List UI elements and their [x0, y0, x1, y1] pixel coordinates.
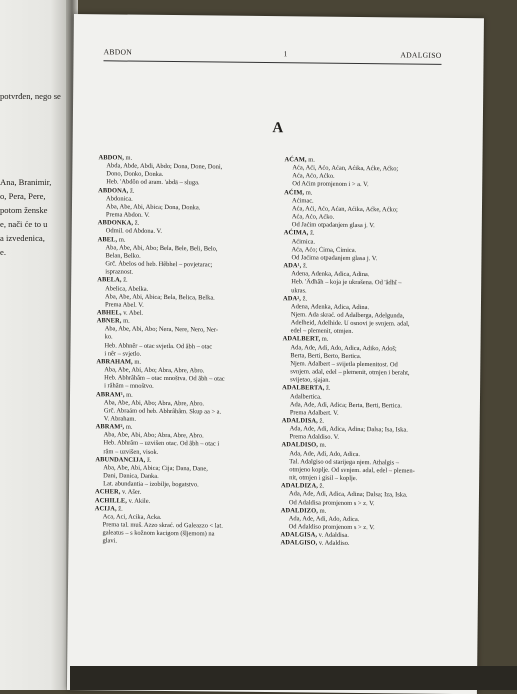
entry-headword: ACHILLE,	[94, 496, 128, 505]
dictionary-entry	[282, 385, 458, 419]
entry-headword: ABRAM²,	[95, 423, 125, 431]
dictionary-entry	[97, 236, 273, 279]
entry-line: Grč. Ábelos od heb. Hêbhel – povjetarac;	[105, 260, 213, 269]
entry-line: otmjeno koplje. Od svnjem. adal, edel – plemen-	[289, 466, 415, 475]
dictionary-entry	[281, 507, 457, 533]
entry-headword: AĆIM,	[284, 188, 305, 197]
left-page-fragment: potvrđen, nego se	[0, 91, 61, 101]
entry-grammar: ž.	[300, 295, 308, 303]
entry-grammar: m.	[320, 336, 329, 344]
entry-line: Od Jaćima otpadanjem glasa j. V.	[291, 254, 378, 263]
entry-line: Adena, Adenka, Adica, Adina.	[290, 303, 370, 311]
entry-headword: ACHER,	[94, 488, 121, 496]
entry-line: Prema Abel. V.	[104, 301, 144, 309]
entry-line: Od Adaldisa promjenom s > z. V.	[288, 498, 375, 507]
entry-headword: ADALDIZA,	[281, 482, 318, 490]
entry-headword: ABRAHAM,	[96, 358, 133, 366]
dictionary-entry	[96, 358, 272, 392]
entry-line: svnjem. adal, edel – plemenit, otmjen i beraht,	[290, 368, 410, 377]
dictionary-entry	[283, 230, 459, 264]
entry-grammar: m.	[317, 507, 327, 515]
entry-line: edel – plemenit, otmjen.	[290, 327, 354, 336]
entry-line: Prema Adalbert. V.	[289, 409, 339, 417]
entry-headword: ABHEL,	[96, 309, 122, 317]
entry-line: Aba, Abe, Abi, Abo; Abra, Abre, Abro.	[103, 399, 205, 408]
dictionary-entry	[98, 220, 274, 238]
entry-headword: ABUNDANCIJA,	[95, 456, 146, 464]
entry-line: Njem. Ada skrać. od Adalberga, Adelgunda,	[290, 311, 405, 320]
dictionary-entry	[98, 187, 274, 221]
entry-line: Aba, Abe, Abi, Abo; Bela, Bele, Beli, Belo,	[105, 244, 218, 253]
entry-line: Dono, Donko, Donka.	[106, 170, 164, 179]
entry-line: ispraznost.	[105, 268, 134, 276]
dictionary-entry	[283, 295, 459, 338]
running-head-right: ADALGISO	[400, 50, 442, 60]
entry-line: Ada, Ade, Adi, Ado, Adica.	[288, 515, 360, 523]
entry-line: Ada, Ade, Adi, Adica, Adina; Dalsa; Iza, Iska.	[288, 490, 408, 499]
right-column	[280, 156, 460, 549]
entry-line: Heb. Abhrâhâm – otac mnoštva. Od âbh – otac	[104, 374, 225, 383]
entry-line: Adena, Adenka, Adica, Adina.	[291, 270, 370, 279]
entry-line: Aća, Aći, Aćo, Aćan, Aćika, Aćke, Aćko;	[292, 164, 399, 173]
entry-grammar: m.	[304, 189, 313, 197]
entry-line: galeatus – s kožnom kacigom (šljemom) na	[102, 529, 215, 538]
page-number: 1	[283, 49, 288, 59]
running-head-left: ABDON	[103, 47, 133, 57]
entry-grammar: m.	[124, 423, 133, 431]
entry-line: Aba, Abe, Abi, Abica; Bela, Belica, Belka.	[105, 292, 215, 302]
entry-grammar: m.	[306, 156, 315, 164]
entry-headword: ABDONKA,	[97, 219, 134, 227]
entry-line: Abelica, Abelka.	[105, 284, 149, 293]
entry-line: glavi.	[102, 537, 118, 545]
entry-headword: ADALGISO,	[280, 539, 318, 547]
entry-headword: ABELA,	[97, 276, 122, 284]
entry-grammar: ž.	[324, 385, 331, 393]
entry-line: Tal. Adalgiso od starijega njem. Athalgis –	[289, 458, 400, 467]
entry-grammar: v. Adaldisa.	[317, 531, 349, 540]
entry-headword: ABRAM¹,	[95, 390, 125, 399]
entry-line: Od Aćim promjenom i > a. V.	[292, 180, 369, 189]
entry-line: Lat. abundantia – izobilje, bogatstvo.	[103, 480, 199, 489]
entry-line: ukras.	[291, 286, 307, 294]
dictionary-entry	[282, 417, 458, 443]
entry-line: Prema Adaldiso. V.	[289, 433, 340, 442]
left-page-fragment: a izvedenica,	[0, 233, 45, 243]
left-page-fragment: potom ženske	[0, 205, 48, 215]
left-column	[94, 154, 274, 547]
entry-line: Aća, Aćo, Aćko.	[292, 172, 335, 181]
entry-headword: ABDON,	[98, 154, 124, 162]
entry-grammar: m.	[132, 358, 142, 366]
dictionary-entry	[97, 277, 273, 311]
section-letter: A	[272, 120, 284, 137]
entry-line: Aćimac.	[292, 197, 314, 205]
entry-grammar: ž.	[301, 262, 308, 270]
dictionary-entry	[95, 423, 271, 457]
entry-headword: ADALDISO,	[281, 441, 319, 450]
dictionary-entry	[280, 540, 456, 550]
entry-line: Aćimica.	[291, 237, 316, 246]
left-page-fragment: e.	[0, 247, 6, 257]
entry-line: Prema Abdon. V.	[105, 211, 150, 219]
entry-headline	[280, 540, 456, 550]
entry-line: Adalbertica.	[289, 392, 322, 401]
entry-line: Ada, Ade, Adi, Ado, Adica.	[289, 449, 361, 458]
dictionary-entry	[284, 156, 460, 190]
entry-line: Aba, Abe, Abi, Abo; Nera, Nere, Nero, Ner-	[104, 325, 219, 334]
entry-headword: ADALBERTA,	[282, 384, 325, 393]
dictionary-entry	[283, 262, 459, 296]
entry-grammar: m.	[124, 391, 133, 399]
entry-line: Odmil. od Abdona. V.	[105, 227, 163, 236]
dictionary-entry	[94, 505, 270, 548]
entry-line: Prema tal. muš. Azzo skrać. od Galeazzo < lat.	[102, 521, 223, 530]
entry-grammar: ž.	[317, 482, 325, 490]
left-page-fragment: Ana, Branimir,	[0, 177, 52, 187]
entry-line: Belan, Belko.	[105, 252, 141, 260]
entry-headword: AĆIMA,	[283, 229, 309, 237]
entry-grammar: v. Akile.	[126, 497, 151, 505]
entry-grammar: ž.	[308, 229, 315, 237]
entry-line: ko.	[104, 333, 113, 341]
left-page-fragment: e, nači će to u	[0, 219, 48, 229]
entry-line: Od Adaldiso promjenom s > z. V.	[288, 523, 375, 532]
entry-line: Aba, Abe, Abi, Abo; Abra, Abre, Abro.	[103, 431, 204, 440]
entry-grammar: v. Adaldiso.	[317, 539, 350, 548]
dictionary-entry	[98, 154, 274, 188]
entry-line: V. Abraham.	[103, 415, 137, 423]
entry-line: Heb. Abhrâm – uzvišen otac. Od âbh – otac i	[103, 439, 220, 449]
dictionary-page	[67, 14, 484, 694]
entry-line: svijetao, sjajan.	[290, 376, 331, 384]
entry-grammar: ž.	[121, 276, 128, 284]
entry-headword: ABEL,	[97, 235, 118, 244]
entry-grammar: ž.	[145, 456, 152, 464]
entry-grammar: m.	[317, 442, 327, 450]
entry-line: i râhâm – mnoštvo.	[104, 382, 154, 391]
entry-grammar: ž.	[128, 187, 135, 195]
entry-line: Grč. Abraám od heb. Abhrâhâm. Skup aa > a.	[103, 407, 222, 416]
entry-headword: ADALDISA,	[281, 417, 318, 425]
entry-headword: AĆAM,	[284, 156, 307, 164]
entry-line: Ada, Ade, Adi, Ado, Adica, Adiko, Adoš;	[290, 343, 397, 352]
entry-line: Dani, Danica, Danka.	[103, 472, 159, 481]
entry-line: Heb. Abhnêr – otac svjetla. Od âbh – otac	[104, 341, 213, 351]
entry-line: Aća, Aćo, Aćko.	[291, 213, 335, 221]
entry-line: Berta, Berti, Berto, Bertica.	[290, 352, 362, 360]
entry-grammar: m.	[123, 154, 133, 162]
book-bottom-edge	[70, 666, 517, 690]
entry-headword: ADA²,	[282, 294, 302, 303]
entry-line: Aća, Aćo; Ćima, Ćimica.	[291, 246, 357, 254]
entry-line: Aca, Aci, Acika, Acka.	[102, 513, 162, 521]
entry-line: Heb. 'Abdôn od aram. 'abdā – sluga.	[106, 178, 200, 187]
dictionary-entry	[281, 482, 457, 508]
entry-headword: ACIJA,	[94, 504, 117, 513]
entry-grammar: m.	[117, 236, 126, 244]
entry-line: Aća, Aći, Aćo, Aćan, Aćika, Aćke, Aćko;	[291, 205, 398, 214]
entry-grammar: ž.	[317, 417, 325, 425]
entry-grammar: v. Abel.	[121, 309, 144, 317]
entry-line: Ada, Ade, Adi, Adica, Adina; Dalsa; Isa, Iska.	[289, 425, 408, 434]
entry-line: nit, otmjen i gisil – koplje.	[289, 474, 358, 483]
left-page	[0, 0, 72, 690]
entry-line: Heb. 'Âdhâh – koja je ukrašena. Od 'âdhî –	[291, 278, 402, 287]
entry-line: Abdonica.	[106, 195, 133, 203]
entry-headword: ADALDIZO,	[280, 506, 319, 515]
entry-line: Od Jaćim otpadanjem glasa j. V.	[291, 221, 375, 230]
entry-grammar: ž.	[116, 505, 123, 513]
entry-line: râm – uzvišen, visok.	[103, 447, 159, 456]
entry-line: Aba, Abe, Abi, Abica; Dona, Donka.	[105, 203, 201, 212]
entry-line: Njem. Adalbert – svijetla plemenitost. Od	[290, 360, 398, 369]
entry-line: Aba, Abe, Abi, Abo; Abra, Abre, Abro.	[104, 366, 205, 375]
entry-grammar: v. Ašer.	[120, 488, 142, 497]
entry-headword: ADALBERT,	[282, 335, 321, 344]
entry-line: Abda, Abde, Abdi, Abdo; Dona, Done, Doni,	[106, 162, 223, 171]
entry-line: Aba, Abe, Abi, Abica; Cija; Dana, Dane,	[103, 464, 208, 473]
entry-headword: ADALGISA,	[280, 531, 318, 539]
dictionary-entry	[96, 391, 272, 425]
entry-grammar: ž.	[133, 219, 140, 227]
entry-headword: ABDONA,	[98, 186, 129, 195]
entry-grammar: m.	[121, 317, 130, 325]
dictionary-entry	[95, 456, 271, 490]
entry-headword: ABNER,	[96, 317, 122, 325]
dictionary-entry	[284, 189, 460, 232]
left-page-fragment: o, Pera, Pere,	[0, 191, 46, 201]
entry-line: Adelheid, Adelhide. U osnovi je svnjem. adal,	[290, 319, 410, 328]
dictionary-entry	[96, 317, 272, 360]
dictionary-entry	[282, 336, 459, 387]
entry-headword: ADA¹,	[283, 262, 302, 270]
entry-line: Ada, Ade, Adi, Adica; Berta, Berti, Bertica.	[289, 400, 402, 410]
dictionary-entry	[281, 442, 457, 485]
entry-line: i nêr – svjetlo.	[104, 350, 142, 358]
